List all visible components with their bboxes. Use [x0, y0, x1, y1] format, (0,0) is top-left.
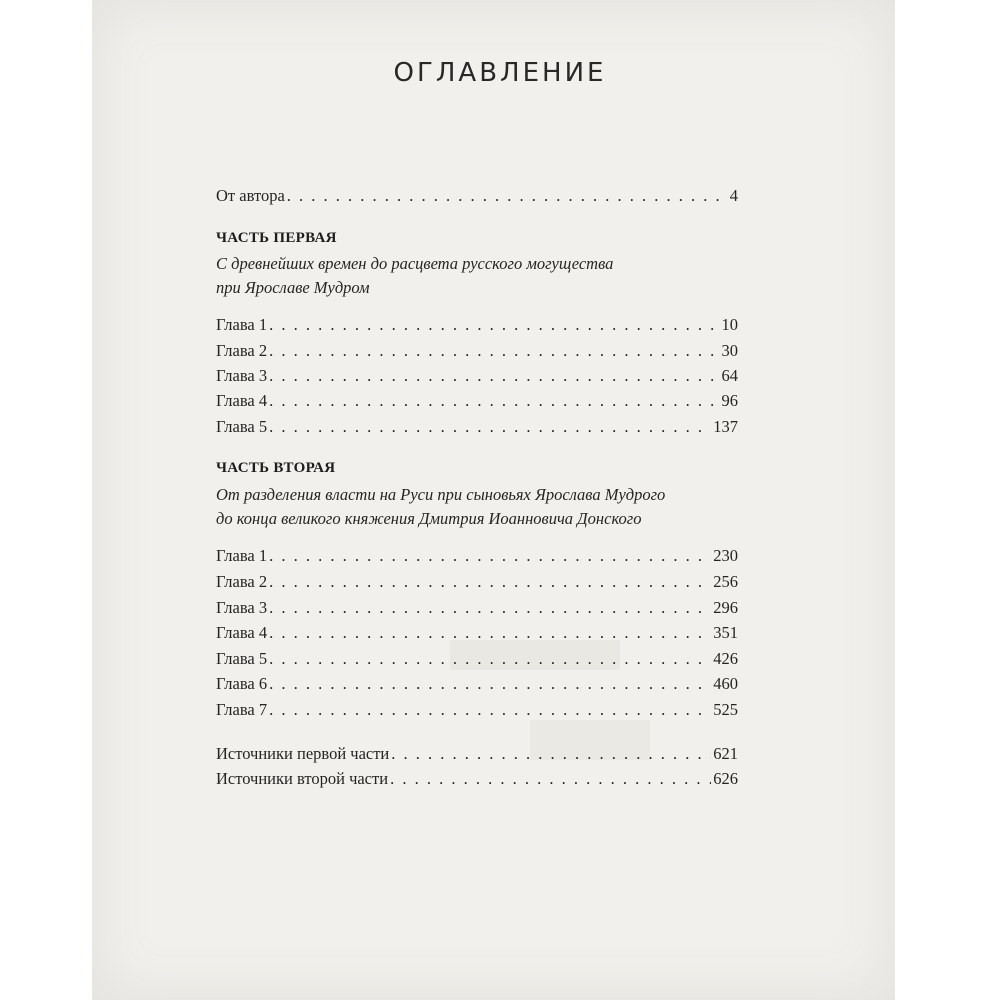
leader-dots	[391, 743, 711, 765]
entry-page: 256	[713, 572, 738, 591]
subtitle-line: С древнейших времен до расцвета русского могущества	[216, 254, 614, 273]
leader-dots	[269, 622, 711, 644]
subtitle-line: при Ярославе Мудром	[216, 278, 370, 297]
entry-page: 137	[713, 417, 738, 436]
entry-page: 460	[713, 674, 738, 693]
leader-dots	[269, 648, 711, 670]
leader-dots	[269, 673, 711, 695]
toc-entry-chapter[interactable]	[216, 699, 738, 721]
part-heading: ЧАСТЬ ПЕРВАЯ	[216, 230, 337, 246]
toc-entry-sources[interactable]	[216, 743, 738, 765]
leader-dots	[269, 416, 711, 438]
entry-page: 626	[713, 769, 738, 788]
entry-label: Источники первой части	[216, 744, 390, 763]
toc-entry-chapter[interactable]	[216, 673, 738, 695]
leader-dots	[269, 340, 719, 362]
entry-label: Глава 3	[216, 598, 268, 617]
entry-page: 64	[721, 366, 738, 385]
toc-entry-chapter[interactable]	[216, 597, 738, 619]
entry-page: 30	[721, 341, 738, 360]
leader-dots	[287, 185, 728, 207]
toc-entry-chapter[interactable]	[216, 390, 738, 412]
entry-page: 296	[713, 598, 738, 617]
entry-page: 10	[721, 315, 738, 334]
leader-dots	[269, 699, 711, 721]
entry-label: Глава 5	[216, 649, 268, 668]
entry-page: 525	[713, 700, 738, 719]
toc-entry-sources[interactable]	[216, 768, 738, 790]
toc-entry-chapter[interactable]	[216, 571, 738, 593]
entry-page: 230	[713, 546, 738, 565]
entry-page: 621	[713, 744, 738, 763]
toc-entry-chapter[interactable]	[216, 416, 738, 438]
entry-label: Глава 4	[216, 623, 268, 642]
leader-dots	[269, 545, 711, 567]
entry-label: Глава 4	[216, 391, 268, 410]
leader-dots	[390, 768, 711, 790]
entry-label: Глава 6	[216, 674, 268, 693]
toc-entry-chapter[interactable]	[216, 648, 738, 670]
entry-page: 351	[713, 623, 738, 642]
leader-dots	[269, 365, 719, 387]
entry-page: 4	[729, 186, 738, 205]
leader-dots	[269, 314, 719, 336]
entry-label: Глава 1	[216, 315, 268, 334]
entry-label: Глава 5	[216, 417, 268, 436]
leader-dots	[269, 597, 711, 619]
page-title: ОГЛАВЛЕНИЕ	[393, 58, 607, 88]
subtitle-line: до конца великого княжения Дмитрия Иоанновича Донского	[216, 509, 642, 528]
toc-entry-chapter[interactable]	[216, 314, 738, 336]
entry-label: Глава 2	[216, 341, 268, 360]
entry-label: Глава 1	[216, 546, 268, 565]
entry-label: Глава 7	[216, 700, 268, 719]
leader-dots	[269, 390, 719, 412]
toc-entry-chapter[interactable]	[216, 340, 738, 362]
part-heading: ЧАСТЬ ВТОРАЯ	[216, 460, 336, 476]
entry-label: Глава 2	[216, 572, 268, 591]
toc-entry-chapter[interactable]	[216, 545, 738, 567]
toc-entry-intro[interactable]	[216, 185, 738, 207]
entry-label: Источники второй части	[216, 769, 389, 788]
part-subtitle	[216, 483, 738, 531]
entry-page: 96	[721, 391, 738, 410]
entry-label: От автора	[216, 186, 285, 205]
subtitle-line: От разделения власти на Руси при сыновьях Ярослава Мудрого	[216, 485, 666, 504]
toc-entry-chapter[interactable]	[216, 622, 738, 644]
toc-entry-chapter[interactable]	[216, 365, 738, 387]
part-subtitle	[216, 252, 738, 300]
entry-page: 426	[713, 649, 738, 668]
entry-label: Глава 3	[216, 366, 268, 385]
leader-dots	[269, 571, 711, 593]
